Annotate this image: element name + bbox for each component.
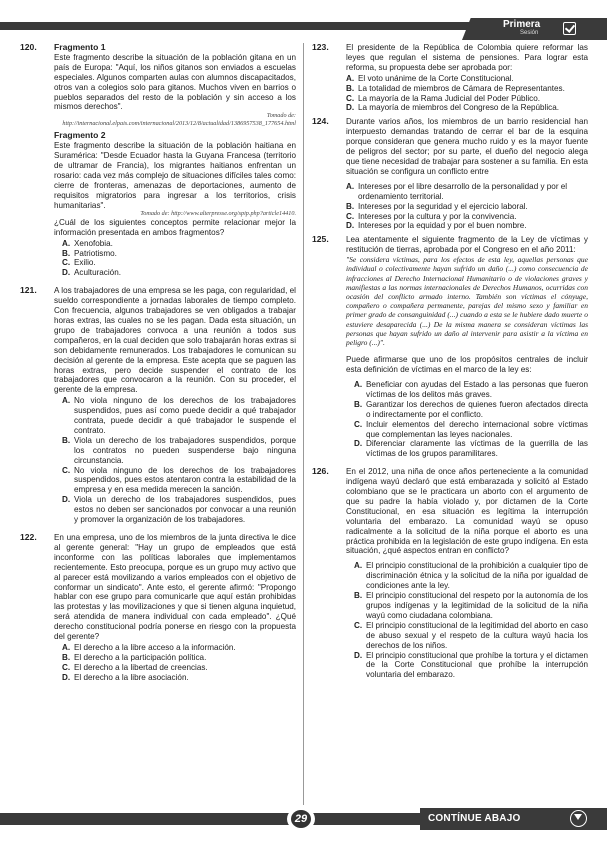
option-letter: C. xyxy=(354,620,363,630)
option-text: El principio constitucional de la prohibición a cualquier tipo de discriminación étnica y la solicitud de la niña por igualdad de condiciones ante la ley. xyxy=(366,561,588,591)
option-c[interactable] xyxy=(62,258,296,268)
option-letter: A. xyxy=(62,238,71,248)
option-text: Intereses por la cultura y por la convivencia. xyxy=(358,211,517,221)
answer-options xyxy=(354,380,588,459)
option-letter: B. xyxy=(346,83,355,93)
option-d[interactable] xyxy=(62,673,296,683)
answer-options xyxy=(346,182,588,232)
option-b[interactable] xyxy=(62,249,296,259)
option-letter: C. xyxy=(346,211,355,221)
question-stem: ¿Cuál de los siguientes conceptos permite relacionar mejor la información presentada en ambos fragmentos? xyxy=(54,217,296,237)
answer-options xyxy=(62,396,296,525)
option-text: Exilio. xyxy=(74,258,96,268)
fragment-1-source: Tomado de: http://internacional.elpais.com/internacional/2013/12/8/actualidad/1386957538_177654.html xyxy=(62,112,296,127)
question-stem: En el 2012, una niña de once años perteneciente a la comunidad indígena wayú declaró que está embarazada y solicitó al Estado colombiano que se le practicara un aborto con el argumento de que su padre la había violado y, por dictamen de la Corte Constitucional, en esa situación es legítima la interrupción voluntaria del embarazo. La comunidad wayú se opuso radicalmente a la solicitud de la niña porque el aborto es una práctica prohibida en la legislación de este grupo indígena. En esta situación, ¿qué aspectos entran en conflicto? xyxy=(346,467,588,556)
option-d[interactable] xyxy=(354,651,588,681)
option-letter: C. xyxy=(354,419,363,429)
option-a[interactable] xyxy=(354,561,588,591)
option-text: Aculturación. xyxy=(74,268,121,278)
option-c[interactable] xyxy=(62,466,296,496)
option-d[interactable] xyxy=(354,439,588,459)
question-stem: Lea atentamente el siguiente fragmento de la Ley de víctimas y restitución de tierras, aprobada por el Congreso en el año 2011: xyxy=(346,235,588,255)
option-c[interactable] xyxy=(354,420,588,440)
fragment-2-title: Fragmento 2 xyxy=(54,130,106,141)
law-quote: "Se considera víctimas, para los efectos de esta ley, aquellas personas que individual o colectivamente hayan sufrido un daño (...) como consecuencia de infracciones al Derecho Internacional Humanitario o de violaciones graves y manifiestas a las normas internacionales de Derechos Humanos, ocurridas con ocasión del conflicto armado interno. También son víctimas el cónyuge, compañero o compañera permanente, parejas del mismo sexo y familiar en primer grado de consanguinidad (...) cuando a esta se le hubiere dado muerte o estuviere desaparecida (...) De la misma manera se consideran víctimas las personas que hayan sufrido un daño al intervenir para asistir a la víctima en peligro (...)". xyxy=(346,255,588,347)
header-bar xyxy=(0,22,470,30)
answer-options xyxy=(346,74,588,114)
option-letter: A. xyxy=(346,73,355,83)
option-text: El principio constitucional del respeto por la autonomía de los grupos indígenas y la legitimidad de la solicitud de la niña wayú como ciudadana colombiana. xyxy=(366,591,588,620)
option-letter: C. xyxy=(62,258,71,268)
option-letter: B. xyxy=(62,652,71,662)
question-prompt: Puede afirmarse que uno de los propósitos centrales de incluir esta definición de víctimas en el marco de la ley es: xyxy=(346,355,588,375)
option-a[interactable] xyxy=(354,380,588,400)
option-letter: B. xyxy=(354,591,363,601)
option-text: Patriotismo. xyxy=(74,248,117,258)
question-number: 125. xyxy=(312,234,329,245)
question-number: 121. xyxy=(20,285,37,296)
session-title: Primera xyxy=(503,19,541,30)
option-letter: A. xyxy=(62,642,71,652)
question-124 xyxy=(312,117,588,231)
option-b[interactable] xyxy=(354,591,588,621)
question-number: 120. xyxy=(20,42,37,52)
option-d[interactable] xyxy=(346,221,588,231)
option-letter: D. xyxy=(62,672,71,682)
fragment-1-text: Este fragmento describe la situación de la población gitana en un país de Europa: "Aquí, los niños gitanos son enviados a escuelas especiales. Algunos comparten aulas con alumnos discapacitados, otros van a colegios solo para gitanos. Muchos viven en barrios o pueblos separados del resto de la población y sin acceso a los mismos derechos". xyxy=(54,52,296,112)
left-column xyxy=(20,43,296,683)
question-number: 122. xyxy=(20,532,37,542)
option-d[interactable] xyxy=(62,268,296,278)
option-text: No viola ninguno de los derechos de los trabajadores suspendidos, pues así como puede decidir a qué trabajador contrata, puede decidir a qué trabajador le suspende el contrato. xyxy=(74,396,296,435)
option-letter: B. xyxy=(62,248,71,258)
question-126 xyxy=(312,467,588,680)
option-letter: A. xyxy=(354,561,363,571)
option-text: Garantizar los derechos de quienes fueron afectados directa o indirectamente por el conflicto. xyxy=(366,399,588,419)
option-text: La mayoría de la Rama Judicial del Poder Público. xyxy=(358,93,541,103)
option-b[interactable] xyxy=(346,202,588,212)
fragment-2-source: Tomado de: http://www.alterpresse.org/spip.php?article14410. xyxy=(140,210,296,218)
question-stem: Durante varios años, los miembros de un barrio residencial han interpuesto demandas tratando de cerrar el bar de la esquina porque consideran que genera mucho ruido y es la mayor fuente de peligros del sector; por su parte, el dueño del negocio alega que tiene necesidad de trabajar para sostener a su familia. En esta situación se configura un conflicto entre xyxy=(346,117,588,176)
option-text: El derecho a la libertad de creencias. xyxy=(74,662,208,672)
option-text: Intereses por la seguridad y el ejercicio laboral. xyxy=(358,201,528,211)
right-column xyxy=(312,43,588,680)
option-b[interactable] xyxy=(354,400,588,420)
option-c[interactable] xyxy=(346,94,588,104)
option-letter: A. xyxy=(346,181,355,191)
question-stem: En una empresa, uno de los miembros de la junta directiva le dice al gerente general: "Hay un grupo de empleados que está inconforme con las políticas laborales que implementamos recientemente. Esto preocupa, porque es un grupo muy activo que al parecer está movilizando a varios empleados con el objetivo de conformar un sindicato". Ante esto, el gerente afirmó: "Propongo hablar con ese grupo para comunicarle que aquí están prohibidas las protestas y las movilizaciones y que si tienen alguna inquietud, será atendida de manera individual con cada empleado". ¿Qué derecho constitucional podría ponerse en riesgo con la propuesta del gerente? xyxy=(54,533,296,642)
option-text: El derecho a la libre asociación. xyxy=(74,672,189,682)
session-subtitle: Sesión xyxy=(520,30,539,36)
option-a[interactable] xyxy=(62,239,296,249)
checkbox-icon xyxy=(563,22,576,35)
option-letter: B. xyxy=(62,435,71,445)
answer-options xyxy=(62,239,296,279)
option-letter: D. xyxy=(62,268,71,278)
option-text: La mayoría de miembros del Congreso de la República. xyxy=(358,103,559,113)
column-divider xyxy=(303,43,304,805)
option-b[interactable] xyxy=(62,436,296,466)
answer-options xyxy=(62,643,296,683)
option-text: Viola un derecho de los trabajadores suspendidos, porque los contratos no pueden suspenderse bajo ninguna circunstancia. xyxy=(74,435,296,465)
option-text: La totalidad de miembros de Cámara de Representantes. xyxy=(358,83,565,93)
question-121 xyxy=(20,286,296,525)
option-text: No viola ninguno de los derechos de los trabajadores suspendidos, pues estos atentaron contra la estabilidad de la empresa y en esa medida merecen la sanción. xyxy=(74,465,296,495)
page-number: 29 xyxy=(291,810,311,828)
question-123 xyxy=(312,43,588,113)
option-text: El derecho a la participación política. xyxy=(74,652,207,662)
option-letter: D. xyxy=(62,495,71,505)
option-letter: D. xyxy=(346,103,355,113)
page-header xyxy=(0,0,607,40)
option-a[interactable] xyxy=(346,182,588,202)
option-c[interactable] xyxy=(346,212,588,222)
page-footer xyxy=(0,804,607,834)
option-text: Beneficiar con ayudas del Estado a las personas que fueron víctimas de los delitos más graves. xyxy=(366,379,588,399)
option-letter: C. xyxy=(346,93,355,103)
option-letter: D. xyxy=(346,221,355,231)
question-125 xyxy=(312,235,588,459)
option-text: El voto unánime de la Corte Constitucional. xyxy=(358,73,514,83)
option-text: Viola un derecho de los trabajadores suspendidos, pues estos no deben ser sancionados por convocar a una reunión y promover la organización de los trabajadores. xyxy=(74,495,296,525)
option-letter: B. xyxy=(354,399,363,409)
option-text: Intereses por la equidad y por el buen nombre. xyxy=(358,221,527,231)
page-number-badge xyxy=(287,807,315,831)
option-b[interactable] xyxy=(62,653,296,663)
question-number: 123. xyxy=(312,42,329,52)
option-d[interactable] xyxy=(346,103,588,113)
question-stem: A los trabajadores de una empresa se les paga, con regularidad, el sueldo correspondiente a jornadas laborales de tiempo completo. Con frecuencia, algunos trabajadores se ven obligados a trabajar horas extras, las cuales no se les pagan. Dada esta situación, un grupo de trabajadores convoca a una reunión a todos sus compañeros, en la cual deciden que solo trabajarán horas extras si son debidamente remunerados. Los trabajadores le comunican su decisión al gerente de la empresa. Este acepta que se paguen las horas extras, pero decide suspender el contrato de los trabajadores que convocaron a la reunión. Con su proceder, el gerente de la empresa. xyxy=(54,286,296,395)
option-letter: C. xyxy=(62,465,71,475)
answer-options xyxy=(354,561,588,680)
option-text: Diferenciar claramente las víctimas de la guerrilla de las víctimas de los grupos paramilitares. xyxy=(366,439,588,459)
option-text: El principio constitucional que prohíbe la tortura y el dictamen de la Corte Constitucional que prohíbe la interrupción voluntaria del embarazo. xyxy=(366,650,588,680)
question-number: 124. xyxy=(312,116,329,127)
option-text: Intereses por el libre desarrollo de la personalidad y por el ordenamiento territorial. xyxy=(358,181,568,201)
fragment-2-text: Este fragmento describe la situación de la población haitiana en Suramérica: "Desde Ecuador hasta la Guyana Francesa (territorio de ultramar de Francia), los migrantes haitianos enfrentan un rosario: cada vez más complejo de situaciones difíciles tales como: cierre de fronteras, amenazas de deportaciones, aumento de requisitos migratorios para ingresar a los territorios, crisis humanitarias". xyxy=(54,141,296,210)
option-b[interactable] xyxy=(346,84,588,94)
fragment-1-title: Fragmento 1 xyxy=(54,42,106,52)
option-a[interactable] xyxy=(346,74,588,84)
option-d[interactable] xyxy=(62,495,296,525)
option-a[interactable] xyxy=(62,643,296,653)
question-120 xyxy=(20,43,296,278)
option-letter: B. xyxy=(346,201,355,211)
question-number: 126. xyxy=(312,466,329,477)
option-text: Xenofobia. xyxy=(74,238,113,248)
option-c[interactable] xyxy=(354,621,588,651)
continue-label: CONTÍNUE ABAJO xyxy=(428,813,521,824)
question-122 xyxy=(20,533,296,683)
option-letter: A. xyxy=(354,379,363,389)
option-text: El principio constitucional de la legitimidad del aborto en caso de abuso sexual y el respeto de la cultura wayú hacia los derechos de los niños. xyxy=(366,620,588,650)
question-stem: El presidente de la República de Colombia quiere reformar las leyes que regulan el sistema de pensiones. Para lograr esta reforma, su propuesta debe ser aprobada por: xyxy=(346,43,588,72)
option-c[interactable] xyxy=(62,663,296,673)
option-letter: D. xyxy=(354,439,363,449)
option-a[interactable] xyxy=(62,396,296,436)
option-letter: C. xyxy=(62,662,71,672)
option-letter: A. xyxy=(62,396,71,406)
option-text: El derecho a la libre acceso a la información. xyxy=(74,642,236,652)
option-letter: D. xyxy=(354,650,363,660)
arrow-down-icon xyxy=(570,810,587,827)
option-text: Incluir elementos del derecho internacional sobre víctimas que complementan las leyes nacionales. xyxy=(366,419,588,439)
